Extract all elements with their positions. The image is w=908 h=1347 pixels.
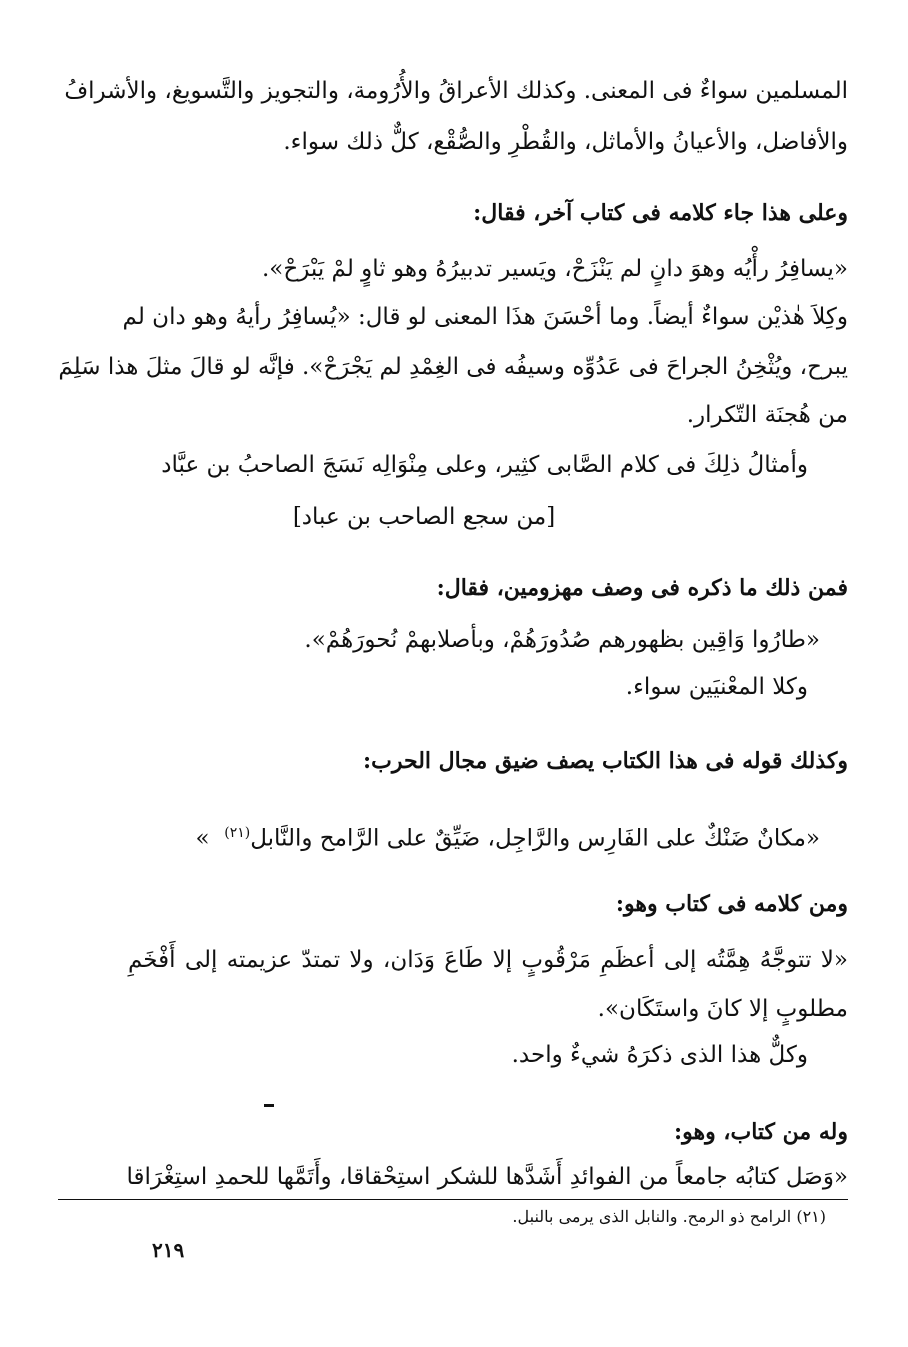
quote-line-5: مطلوبٍ إلا كانَ واستَكَان».	[597, 996, 848, 1022]
text-line-6: وأمثالُ ذلِكَ فى كلام الصَّابى كثِير، وعلى مِنْوَالِه نَسَجَ الصاحبُ بن عبَّاد	[161, 452, 808, 478]
text-line-4: يبرح، ويُثْخِنُ الجراحَ فى عَدُوِّه وسيفُه فى الغِمْدِ لم يَجْرَحْ». فإنَّه لو قالَ مثلَ هذا سَلِمَ	[58, 354, 848, 380]
text-line-8: وكلٌّ هذا الذى ذكرَهُ شيءٌ واحد.	[511, 1042, 808, 1068]
text-line-5: من هُجنَة التّكرار.	[686, 402, 848, 428]
quote-close-mark: »	[195, 825, 210, 852]
quote-line-2: «طارُوا وَاقِين بظهورهم صُدُورَهُمْ، وبأصلابهمْ نُحورَهُمْ».	[304, 627, 820, 653]
text-line-1: المسلمين سواءٌ فى المعنى. وكذلك الأعراقُ والأُرُومة، والتجويز والتَّسويغ، والأشرافُ	[64, 78, 848, 104]
section-heading-1: وعلى هذا جاء كلامه فى كتاب آخر، فقال:	[473, 200, 848, 226]
ink-mark	[264, 1104, 274, 1107]
quote-line-3-text: «مكانٌ ضَنْكٌ على الفَارِس والرَّاجِل، ضَيِّقٌ على الرَّامح والنَّابل	[250, 825, 820, 852]
text-line-2: والأفاضل، والأعيانُ والأماثل، والقُطْرِ والصُّقْع، كلٌّ ذلك سواء.	[283, 129, 848, 155]
subsection-title: [من سجع الصاحب بن عباد]	[292, 504, 556, 530]
footnote-text: (٢١) الرامح ذو الرمح. والنابل الذى يرمى بالنبل.	[512, 1207, 826, 1226]
footnote-marker: (٢١)	[224, 825, 251, 841]
quote-line-4: «لا تتوجَّهُ هِمَّتُه إلى أعظَمِ مَرْقُوبٍ إلا طَاعَ وَدَان، ولا تمتدّ عزيمته إلى أَفْخَمِ	[128, 947, 848, 973]
page-number: ٢١٩	[152, 1238, 185, 1262]
quote-line-3	[196, 818, 820, 854]
quote-line-6: «وَصَل كتابُه جامعاً من الفوائدِ أَشَدَّها للشكر استِحْقاقا، وأَتَمَّها للحمدِ استِغْرَاقا	[126, 1164, 848, 1190]
footnote-divider	[58, 1199, 848, 1200]
section-heading-4: ومن كلامه فى كتاب وهو:	[615, 891, 848, 917]
section-heading-2: فمن ذلك ما ذكره فى وصف مهزومين، فقال:	[436, 575, 848, 601]
quote-line-1: «يسافِرُ رأْيُه وهوَ دانٍ لم يَنْزَحْ، ويَسير تدبيرُهُ وهو ثاوٍ لمْ يَبْرَحْ».	[261, 256, 848, 282]
section-heading-3: وكذلك قوله فى هذا الكتاب يصف ضيق مجال الحرب:	[363, 748, 848, 774]
text-line-7: وكلا المعْنيَين سواء.	[625, 674, 808, 700]
text-line-3: وكِلاَ هٰذيْن سواءٌ أيضاً. وما أحْسَنَ هذَا المعنى لو قال: «يُسافِرُ رأيهُ وهو دان لم	[122, 304, 848, 330]
section-heading-5: وله من كتاب، وهو:	[674, 1119, 848, 1145]
